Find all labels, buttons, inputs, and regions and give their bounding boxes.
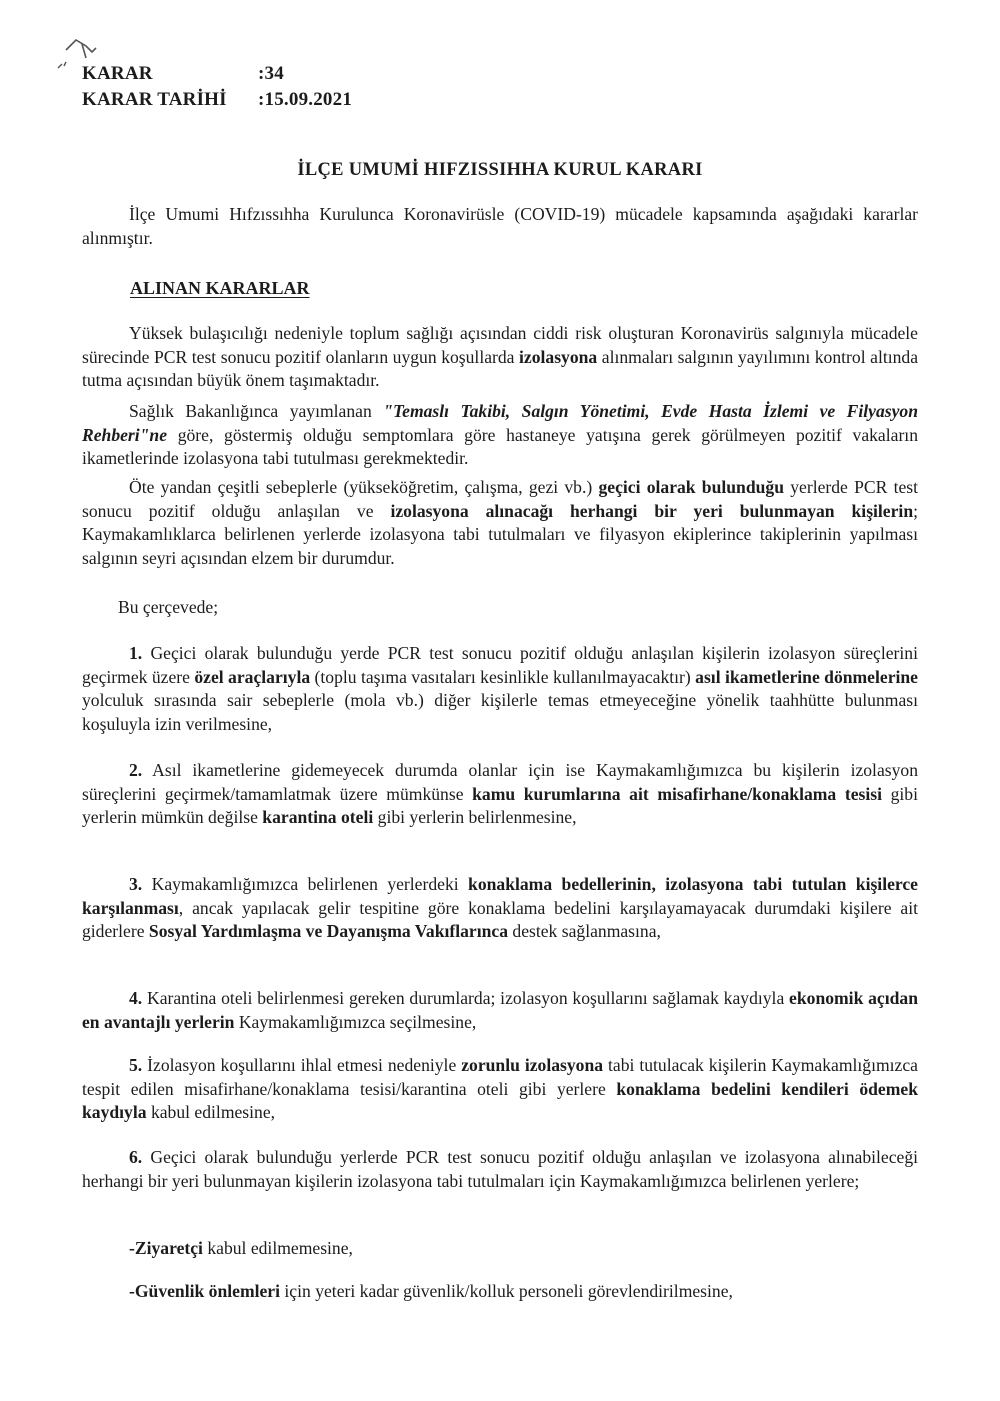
lead-in-text: Bu çerçevede; (118, 597, 219, 617)
text: yerlerde PCR test sonucu pozitif olduğu anlaşılan ve (82, 477, 918, 521)
text: alınmaları salgının yayılımını kontrol altında tutma açısından büyük önem taşımaktadır. (82, 346, 919, 390)
intro-paragraph: İlçe Umumi Hıfzıssıhha Kurulunca Koronavirüsle (COVID-19) mücadele kapsamında aşağıdaki kararlar alınmıştır. (82, 204, 918, 248)
text: Kaymakamlığımızca belirlenen yerlerdeki (142, 874, 469, 894)
decision-number-label: KARAR (82, 63, 153, 84)
item-number: 5. (129, 1055, 143, 1075)
guideline-title: "Temaslı Takibi, Salgın Yönetimi, Evde Hasta İzlemi ve Filyasyon Rehberi"ne (82, 401, 918, 445)
text: Asıl ikametlerine gidemeyecek durumda olanlar için ise Kaymakamlığımızca bu kişilerin izolasyon süreçlerini geçirmek/tamamlatmak üzere mümkünse (82, 760, 918, 804)
bold-text: konaklama bedellerinin, izolasyona tabi tutulan kişilerce karşılanması (82, 874, 918, 918)
text: gibi yerlerin mümkün değilse (82, 783, 918, 827)
bold-text: izolasyona alınacağı herhangi bir yeri bulunmayan kişilerin (390, 500, 914, 521)
paragraph-2 (82, 400, 918, 471)
text: tabi tutulacak kişilerin Kaymakamlığımızca tespit edilen misafirhane/konaklama tesisi/karantina oteli gibi yerlere (82, 1055, 918, 1099)
bold-text: geçici olarak bulunduğu (598, 477, 784, 497)
sub-item-security (82, 1280, 918, 1304)
text: Yüksek bulaşıcılığı nedeniyle toplum sağlığı açısından ciddi risk oluşturan Koronavirüs salgınıyla mücadele sürecinde PCR test sonucu pozitif olanların uygun koşullarda (82, 323, 918, 367)
decision-item-4 (82, 987, 918, 1034)
text: kabul edilmesine, (146, 1102, 276, 1122)
sub-item-visitors (82, 1237, 918, 1261)
text: Sağlık Bakanlığınca yayımlanan (129, 401, 384, 421)
text: gibi yerlerin belirlenmesine, (373, 807, 577, 827)
paragraph-3 (82, 476, 918, 570)
decision-item-5 (82, 1054, 918, 1125)
bold-text: özel araçlarıyla (194, 666, 311, 687)
decision-item-6 (82, 1146, 918, 1193)
text: Öte yandan çeşitli sebeplerle (yükseköğretim, çalışma, gezi vb.) (129, 477, 599, 497)
text: Geçici olarak bulunduğu yerde PCR test sonucu pozitif olduğu anlaşılan kişilerin izolasyon süreçlerini geçirmek üzere (82, 643, 918, 687)
paragraph-1 (82, 322, 918, 393)
item-number: 2. (129, 760, 143, 780)
bold-text: -Ziyaretçi (129, 1238, 203, 1258)
text: Kaymakamlığımızca seçilmesine, (234, 1011, 477, 1032)
bold-text: karantina oteli (262, 807, 374, 827)
document-title: İLÇE UMUMİ HIFZISSIHHA KURUL KARARI (297, 160, 703, 180)
text: İzolasyon koşullarını ihlal etmesi nedeniyle (142, 1055, 462, 1075)
bold-text: asıl ikametlerine dönmelerine (695, 666, 918, 687)
text: Karantina oteli belirlenmesi gereken durumlarda; izolasyon koşullarını sağlamak kaydıyla (142, 988, 790, 1008)
bold-text: Sosyal Yardımlaşma ve Dayanışma Vakıflarınca (148, 921, 508, 941)
text: ; Kaymakamlıklarca belirlenen yerlerde izolasyona tabi tutulmaları ve filyasyon ekiplerince takiplerinin yapılması salgının seyri açısından elzem bir durumdur. (82, 500, 918, 568)
text: kabul edilmemesine, (202, 1238, 353, 1258)
decision-date-value: :15.09.2021 (258, 89, 353, 110)
text: destek sağlanmasına, (508, 921, 661, 941)
decision-item-2 (82, 759, 918, 830)
bold-text: ekonomik açıdan en avantajlı yerlerin (82, 988, 918, 1032)
item-number: 6. (129, 1147, 143, 1167)
decision-number-value: :34 (258, 63, 284, 84)
decision-number-row (82, 63, 284, 85)
decision-date-label: KARAR TARİHİ (82, 89, 227, 110)
item-number: 3. (129, 874, 143, 894)
decision-item-3 (82, 873, 918, 944)
bold-text: izolasyona (519, 346, 598, 367)
decision-item-1 (82, 642, 918, 736)
bold-text: -Güvenlik önlemleri (129, 1281, 281, 1301)
decision-date-row (82, 89, 352, 111)
text: için yeteri kadar güvenlik/kolluk personeli görevlendirilmesine, (280, 1281, 733, 1301)
text: göre, göstermiş olduğu semptomlara göre hastaneye yatışına gerek görülmeyen pozitif vakaların ikametlerinde izolasyona tabi tutulması gerekmektedir. (82, 424, 918, 468)
bold-text: kamu kurumlarına ait misafirhane/konaklama tesisi (472, 783, 882, 804)
section-heading: ALINAN KARARLAR (130, 278, 310, 298)
item-number: 1. (129, 643, 143, 663)
text: (toplu taşıma vasıtaları kesinlikle kullanılmayacaktır) (310, 666, 696, 687)
text: Geçici olarak bulunduğu yerlerde PCR test sonucu pozitif olduğu anlaşılan ve izolasyona alınabileceği herhangi bir yeri bulunmayan kişilerin izolasyona tabi tutulmaları için Kaymakamlığımızca belirlenen yerlere; (82, 1147, 918, 1191)
bold-text: konaklama bedelini kendileri ödemek kaydıyla (82, 1078, 918, 1122)
text: , ancak yapılacak gelir tespitine göre konaklama bedelini karşılayamayacak durumdaki kişilere ait giderlere (82, 897, 918, 941)
text: yolculuk sırasında sair sebeplerle (mola vb.) diğer kişilerle temas etmeyeceğine yönelik taahhütte bulunması koşuluyla izin verilmesine, (82, 690, 918, 734)
bold-text: zorunlu izolasyona (461, 1055, 604, 1075)
item-number: 4. (129, 988, 143, 1008)
